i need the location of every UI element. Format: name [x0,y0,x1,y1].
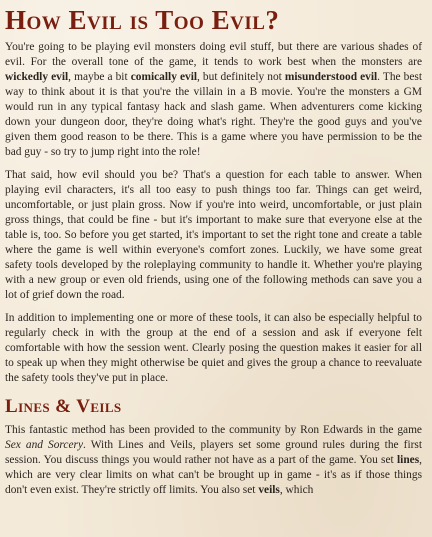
section-heading-lines-veils: Lines & Veils [5,396,122,417]
p4-text-1: This fantastic method has been provided to the community by Ron Edwards in the game [5,424,422,436]
p4-bold-veils: veils [258,484,280,496]
p1-bold-misunderstood-evil: misunderstood evil [284,71,378,83]
paragraph-lines-veils [5,423,422,498]
p1-text-1: You're going to be playing evil monsters doing evil stuff, but there are various shades of evil. For the overall tone of the game, it tends to work best when the monsters are [5,41,422,68]
p1-text-3: , but definitely not [197,71,285,83]
p4-italic-game-title: Sex and Sorcery [5,439,84,451]
paragraph-check-in: In addition to implementing one or more of these tools, it can also be especially helpful to regularly check in with the group at the end of a session and ask if everyone felt comfortable with how the session went. Clearly posing the question makes it easier for all to speak up when they might otherwise be quiet and gives the group a chance to reevaluate the safety tools they've put in place. [5,312,422,384]
page-title: How Evil is Too Evil? [5,5,280,35]
p4-text-3: , which are very clear limits on what can't be brought up in game - it's as if those things don't even exist. They're strictly off limits. You also set [5,454,422,496]
p1-text-2: , maybe a bit [68,71,131,83]
paragraph-how-evil: That said, how evil should you be? That's a question for each table to answer. When playing evil characters, it's all too easy to push things too far. Things can get weird, uncomfortable, or just plain gross. Now if you're into weird, uncomfortable, or just plain gross things, that could be fine - but it's important to make sure that everyone else at the table is, too. So before you get started, it's important to set the right tone and create a table where the game is well within everyone's comfort zones. Luckily, we have some great safety tools developed by the roleplaying community to handle it. Whether you're playing with a new group or even old friends, using one of the following methods can save you a lot of grief down the road. [5,169,422,301]
p1-bold-comically-evil: comically evil [130,71,198,83]
p4-text-4: , which [279,484,314,496]
p1-text-4: . The best way to think about it is that you're the villain in a B movie. You're the monsters a GM would run in any typical fantasy hack and slash game. When adventurers come kicking down your dungeon door, they're doing what's right. They're the good guys and you've given them good reason to be there. This is a game where you have permission to be the bad guy - so try to jump right into the role! [5,71,422,158]
paragraph-shades-of-evil [5,40,422,160]
p4-bold-lines: lines [396,454,420,466]
p4-text-2: . With Lines and Veils, players set some ground rules during the first session. You discuss things you would rather not have as a part of the game. You set [5,439,422,466]
p1-bold-wickedly-evil: wickedly evil [5,71,69,83]
